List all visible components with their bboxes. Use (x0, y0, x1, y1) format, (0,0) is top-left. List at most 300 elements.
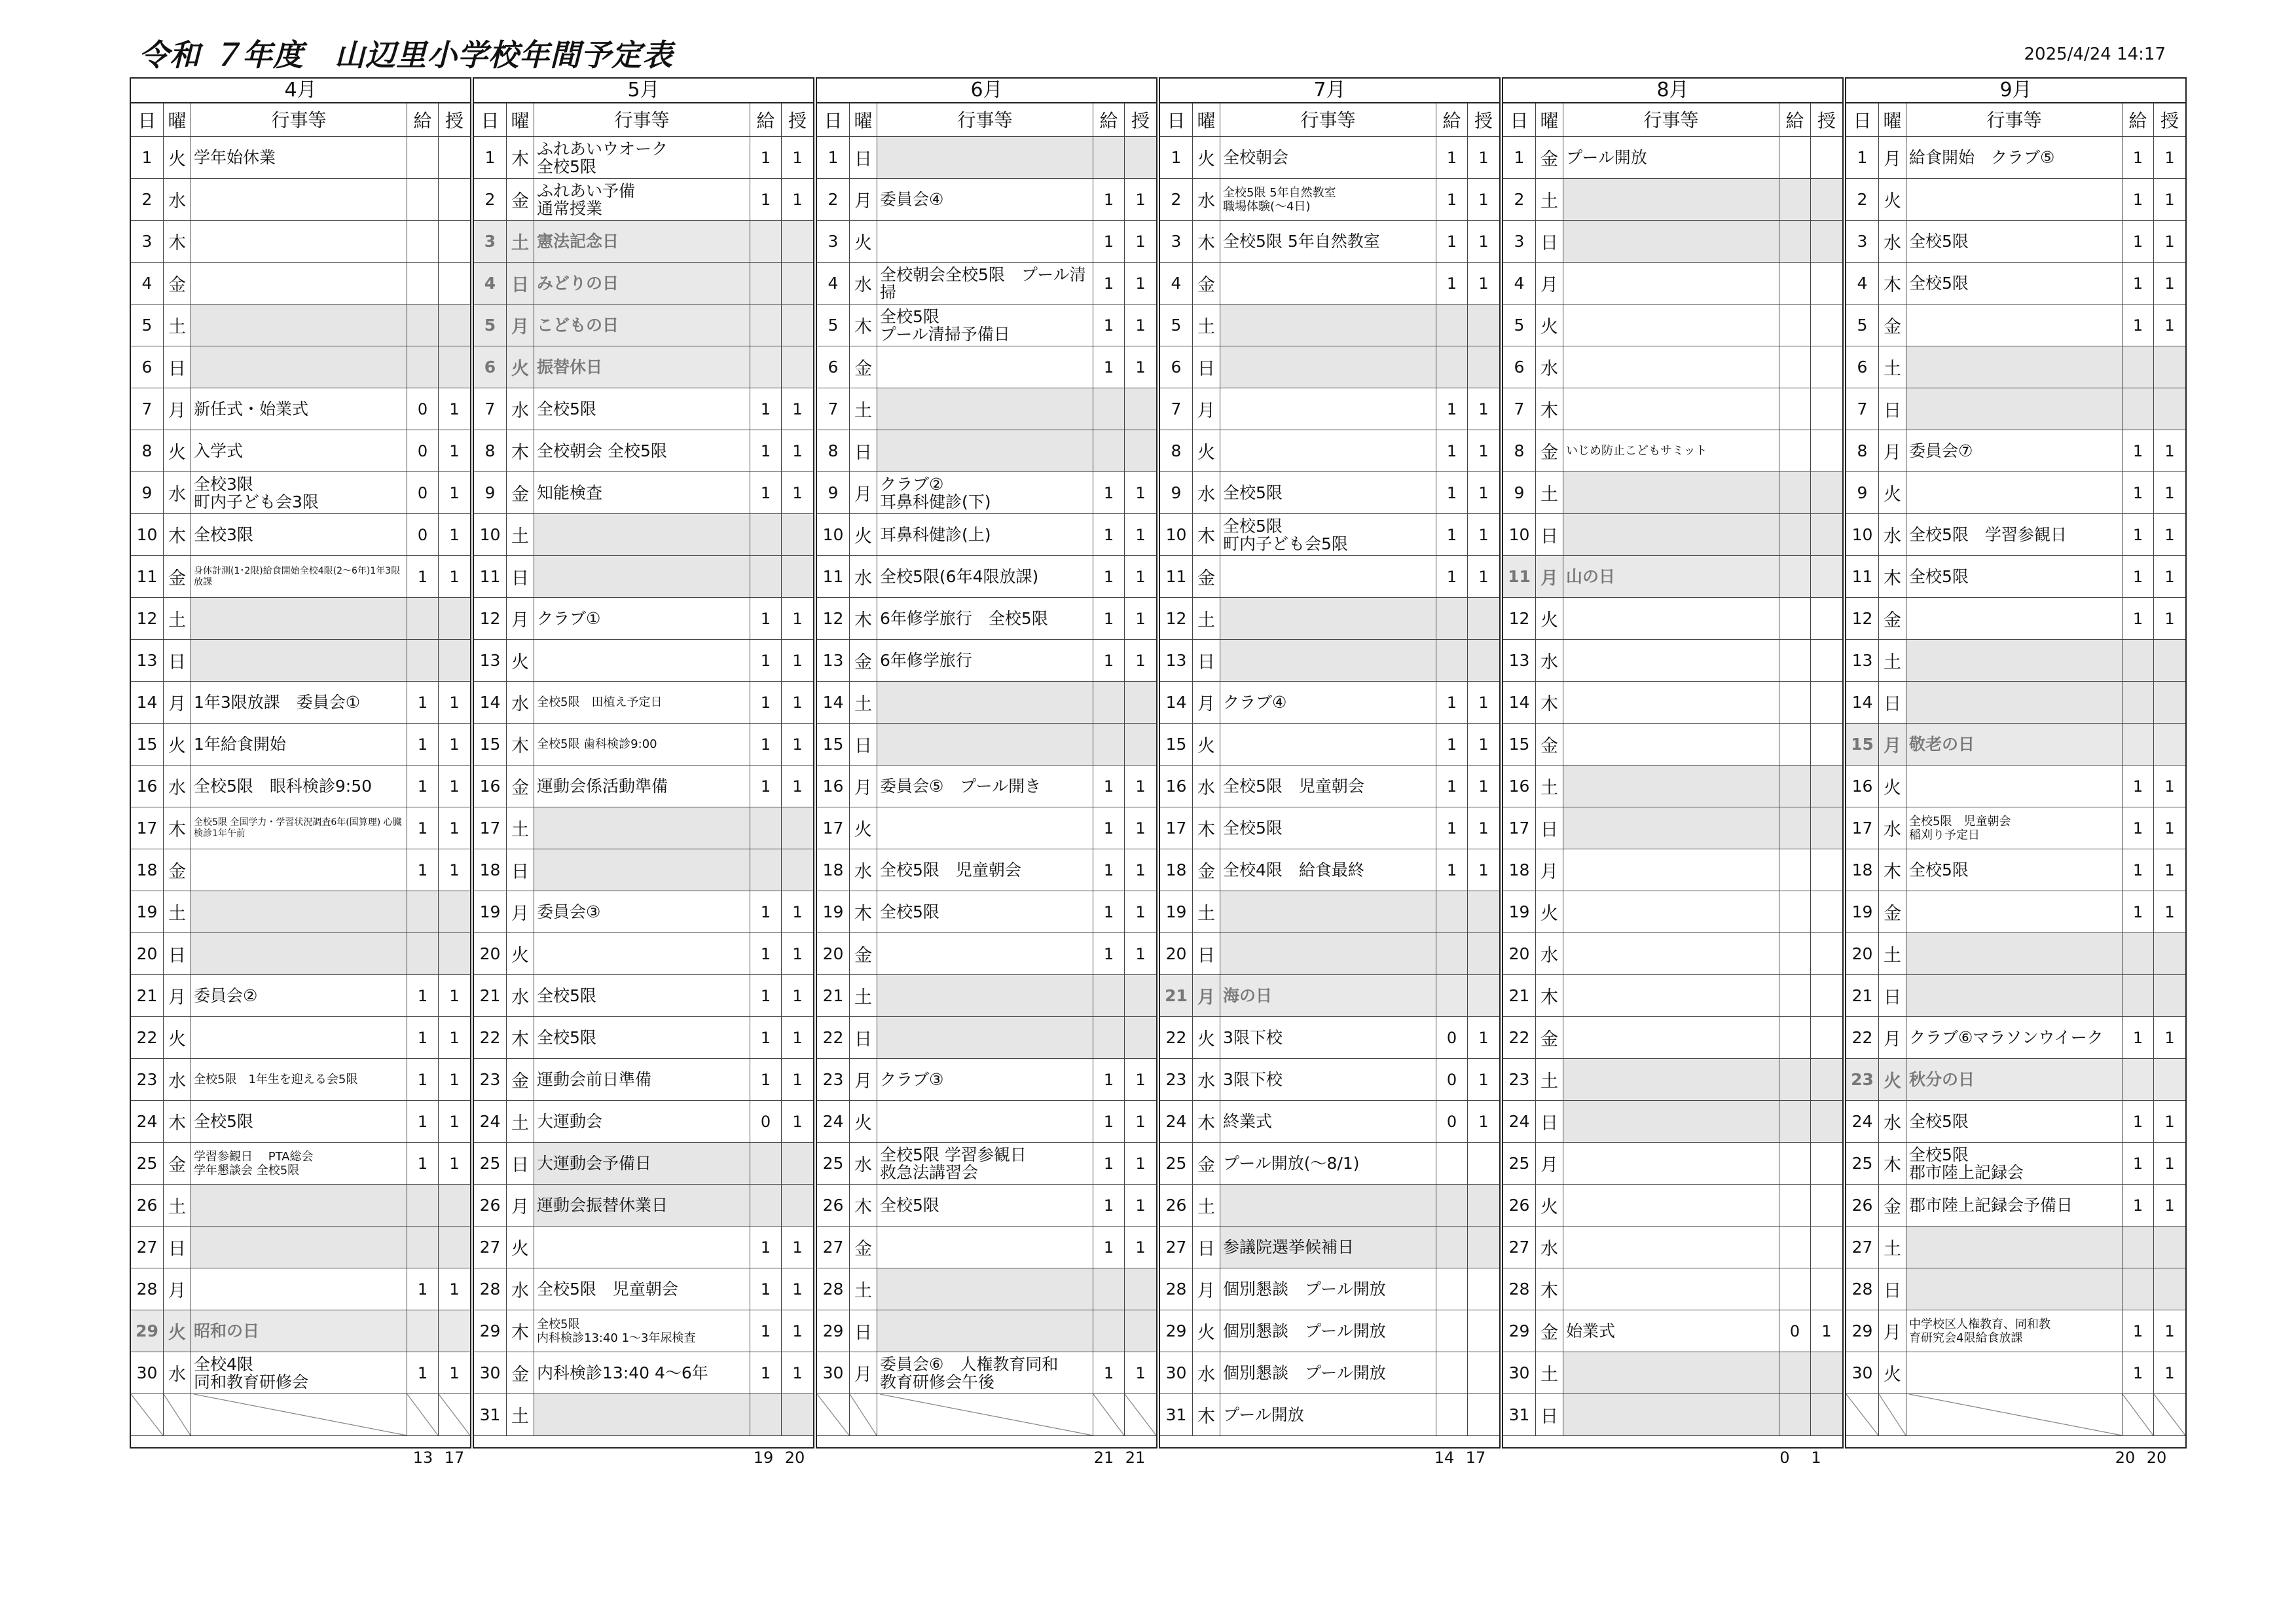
meal-cell (1436, 1310, 1468, 1352)
event-cell (1220, 807, 1436, 849)
meal-cell (1436, 472, 1468, 513)
table-row (474, 975, 813, 1017)
table-row (817, 724, 1156, 766)
event-cell (1220, 1310, 1436, 1352)
class-cell (2154, 472, 2185, 513)
event-cell-text: 全校5限 (1223, 483, 1283, 502)
day-cell (1503, 766, 1536, 807)
table-row (1846, 304, 2185, 346)
meal-cell (407, 1143, 439, 1184)
table-row (131, 1059, 470, 1101)
meal-cell-text: 1 (760, 609, 771, 628)
month-title: 9月 (1846, 79, 2185, 103)
day-cell (474, 1185, 507, 1226)
day-cell (1503, 179, 1536, 220)
weekday-cell-text: 土 (511, 1407, 529, 1427)
weekday-cell (1193, 1394, 1220, 1435)
event-cell-text: クラブ⑥マラソンウイーク (1909, 1028, 2104, 1047)
weekday-cell (850, 137, 877, 178)
day-cell (474, 849, 507, 891)
weekday-cell (1193, 514, 1220, 555)
class-cell (2154, 598, 2185, 639)
table-row (1160, 263, 1499, 304)
event-cell (191, 304, 407, 346)
event-cell (1220, 514, 1436, 555)
class-cell (439, 137, 470, 178)
day-cell-text: 30 (136, 1363, 158, 1382)
day-cell (1503, 975, 1536, 1016)
weekday-cell (1193, 1101, 1220, 1142)
event-cell (534, 1394, 750, 1435)
table-row (1846, 1227, 2185, 1268)
class-cell (2154, 1268, 2185, 1310)
day-cell-text: 22 (479, 1028, 501, 1047)
day-cell (474, 1017, 507, 1058)
weekday-cell (507, 556, 534, 597)
weekday-cell-text: 日 (1540, 1407, 1558, 1427)
weekday-cell (850, 221, 877, 262)
weekday-cell-text: 水 (1884, 1113, 1901, 1134)
class-header: 授 (2160, 110, 2179, 132)
weekday-cell (1193, 1185, 1220, 1226)
day-cell-text: 14 (1508, 693, 1530, 712)
day-cell (1160, 640, 1193, 681)
weekday-cell (1879, 933, 1906, 974)
weekday-cell (1879, 1185, 1906, 1226)
event-cell (1563, 933, 1779, 974)
meal-cell (750, 1017, 782, 1058)
table-row (131, 346, 470, 388)
class-header: 授 (1474, 110, 1493, 132)
event-header: 行事等 (1906, 103, 2123, 136)
class-cell-text: 1 (2164, 777, 2175, 796)
weekday-cell-text: 火 (168, 1323, 186, 1343)
class-cell (1468, 682, 1499, 723)
class-cell (782, 1310, 813, 1352)
weekday-cell (1879, 514, 1906, 555)
class-cell-text: 1 (1478, 819, 1489, 838)
column-header-row (817, 103, 1156, 137)
meal-cell-text: 1 (2132, 316, 2143, 335)
day-cell-text: 5 (484, 316, 496, 335)
event-cell (534, 891, 750, 932)
day-cell-text: 26 (136, 1196, 158, 1215)
month-title: 4月 (131, 79, 470, 103)
day-cell-text: 11 (136, 567, 158, 586)
day-cell (1503, 933, 1536, 974)
day-cell (1160, 598, 1193, 639)
table-row (1503, 556, 1842, 598)
weekday-cell-text: 月 (854, 1071, 872, 1092)
weekday-cell (1536, 598, 1563, 639)
day-cell-text: 12 (1851, 609, 1873, 628)
weekday-cell (850, 388, 877, 430)
table-row (1846, 179, 2185, 221)
table-row (1160, 766, 1499, 807)
class-cell (2154, 1310, 2185, 1352)
event-cell (534, 598, 750, 639)
weekday-cell (507, 137, 534, 178)
class-cell (1811, 137, 1842, 178)
meal-total: 21 (1093, 1449, 1114, 1467)
class-cell (1125, 137, 1156, 178)
table-row (474, 682, 813, 724)
day-cell (131, 891, 164, 932)
class-cell-text: 1 (449, 986, 460, 1005)
table-row (131, 1227, 470, 1268)
event-cell (534, 724, 750, 765)
table-row (1160, 849, 1499, 891)
event-cell (534, 263, 750, 304)
weekday-cell (507, 1101, 534, 1142)
weekday-cell (1879, 179, 1906, 220)
class-cell-text: 1 (792, 190, 803, 209)
meal-cell (1436, 137, 1468, 178)
weekday-cell (850, 807, 877, 849)
event-cell-text: 海の日 (1223, 986, 1273, 1005)
meal-cell (1779, 640, 1811, 681)
meal-cell-text: 1 (1446, 232, 1457, 251)
weekday-cell (1879, 1310, 1906, 1352)
day-cell-text: 13 (136, 651, 158, 670)
day-cell (1846, 1101, 1879, 1142)
class-cell-text: 1 (1135, 232, 1146, 251)
day-cell (1160, 1185, 1193, 1226)
weekday-cell-text: 金 (168, 862, 186, 882)
day-cell-text: 22 (822, 1028, 844, 1047)
meal-cell (1436, 807, 1468, 849)
table-row (1160, 388, 1499, 430)
day-cell-text: 3 (1857, 232, 1868, 251)
day-cell-text: 19 (1508, 902, 1530, 921)
day-cell-text: 10 (1851, 525, 1873, 544)
class-cell (439, 304, 470, 346)
meal-cell (1779, 388, 1811, 430)
meal-cell (407, 556, 439, 597)
class-cell (439, 472, 470, 513)
table-row (1846, 766, 2185, 807)
event-cell (877, 556, 1093, 597)
weekday-cell (164, 1268, 191, 1310)
class-cell (1468, 137, 1499, 178)
class-cell-text: 1 (1135, 609, 1146, 628)
event-cell-text: 全校5限 歯科検診9:00 (537, 737, 657, 751)
weekday-cell (507, 1059, 534, 1100)
table-row (1846, 682, 2185, 724)
meal-cell (1093, 849, 1125, 891)
day-cell-text: 7 (828, 399, 839, 418)
day-cell-text: 4 (828, 274, 839, 293)
weekday-cell (1536, 933, 1563, 974)
weekday-cell (507, 598, 534, 639)
weekday-cell-text: 木 (511, 1029, 529, 1050)
meal-cell-text: 1 (2132, 1112, 2143, 1131)
day-cell-text: 20 (1165, 944, 1187, 963)
event-cell-text: クラブ① (537, 609, 601, 628)
class-cell (2154, 1059, 2185, 1100)
table-row (1160, 1352, 1499, 1394)
table-row (474, 388, 813, 430)
class-cell-text: 1 (792, 944, 803, 963)
meal-cell-text: 1 (1103, 567, 1114, 586)
table-row (131, 891, 470, 933)
day-cell-text: 22 (1508, 1028, 1530, 1047)
weekday-cell-text: 火 (854, 526, 872, 547)
event-cell-text: 全校朝会全校5限 プール清掃 (880, 265, 1086, 302)
blank-slash (1879, 1394, 1906, 1435)
table-row (817, 430, 1156, 472)
weekday-cell (1879, 1352, 1906, 1393)
weekday-cell-text: 火 (168, 443, 186, 463)
weekday-cell-text: 木 (1540, 694, 1558, 714)
day-cell (474, 598, 507, 639)
class-cell (1811, 1059, 1842, 1100)
month-title: 6月 (817, 79, 1156, 103)
class-cell (782, 388, 813, 430)
weekday-cell (850, 304, 877, 346)
meal-cell (1093, 137, 1125, 178)
event-cell (534, 221, 750, 262)
weekday-cell-text: 金 (168, 275, 186, 295)
day-cell-text: 19 (479, 902, 501, 921)
event-cell (1906, 304, 2123, 346)
table-row (1160, 724, 1499, 766)
event-cell (1563, 137, 1779, 178)
table-row (131, 137, 470, 179)
class-cell (1811, 388, 1842, 430)
class-cell (1125, 514, 1156, 555)
day-cell (1160, 304, 1193, 346)
class-cell (782, 346, 813, 388)
weekday-cell-text: 水 (1884, 820, 1901, 840)
event-cell (1563, 346, 1779, 388)
event-cell-text: 1年給食開始 (194, 735, 286, 754)
weekday-cell-text: 土 (1884, 652, 1901, 673)
class-cell (439, 975, 470, 1016)
class-cell-text: 1 (2164, 316, 2175, 335)
meal-cell (2123, 933, 2154, 974)
day-cell (1846, 933, 1879, 974)
weekday-cell-text: 金 (511, 1365, 529, 1385)
class-cell-text: 1 (449, 441, 460, 460)
weekday-cell-text: 土 (168, 1197, 186, 1217)
weekday-cell-text: 月 (1197, 694, 1215, 714)
event-cell-text: クラブ③ (880, 1070, 944, 1089)
class-cell (2154, 975, 2185, 1016)
weekday-cell (1193, 137, 1220, 178)
class-cell (782, 1227, 813, 1268)
class-cell-text: 1 (1478, 777, 1489, 796)
day-cell (474, 556, 507, 597)
class-cell (2154, 766, 2185, 807)
meal-cell (1436, 1268, 1468, 1310)
class-cell-text: 1 (792, 1280, 803, 1299)
event-cell (877, 682, 1093, 723)
meal-cell (1093, 388, 1125, 430)
event-header: 行事等 (534, 103, 750, 136)
event-cell (534, 430, 750, 471)
weekday-cell (1879, 1268, 1906, 1310)
event-cell-text: 全校4限 同和教育研修会 (194, 1354, 309, 1392)
meal-cell (407, 1268, 439, 1310)
day-cell (1160, 430, 1193, 471)
class-cell (439, 640, 470, 681)
weekday-cell (164, 766, 191, 807)
weekday-cell-text: 金 (1884, 610, 1901, 631)
meal-cell (2123, 724, 2154, 765)
weekday-cell (507, 472, 534, 513)
day-cell (1160, 1227, 1193, 1268)
day-cell-text: 4 (1514, 274, 1525, 293)
weekday-cell-text: 火 (1884, 778, 1901, 798)
weekday-cell (1536, 472, 1563, 513)
day-cell-text: 1 (484, 148, 496, 167)
day-cell-text: 14 (1165, 693, 1187, 712)
meal-cell (407, 598, 439, 639)
weekday-cell-text: 月 (854, 191, 872, 212)
day-cell-text: 28 (136, 1280, 158, 1299)
weekday-cell-text: 日 (1197, 1239, 1215, 1259)
event-cell (191, 221, 407, 262)
weekday-cell-text: 月 (854, 485, 872, 505)
meal-cell-text: 1 (1103, 609, 1114, 628)
event-cell (191, 263, 407, 304)
table-row (1160, 640, 1499, 682)
table-row (1846, 263, 2185, 304)
weekday-cell-text: 水 (511, 401, 529, 421)
day-cell-text: 20 (822, 944, 844, 963)
table-row (1160, 807, 1499, 849)
weekday-cell-text: 木 (1884, 275, 1901, 295)
meal-cell (2123, 514, 2154, 555)
meal-header: 給 (1436, 103, 1468, 136)
day-cell-text: 2 (484, 190, 496, 209)
event-cell (1906, 807, 2123, 849)
weekday-cell (850, 1394, 877, 1435)
day-cell (1503, 891, 1536, 932)
event-cell (191, 1394, 407, 1435)
weekday-cell (1879, 891, 1906, 932)
weekday-cell-text: 木 (1540, 987, 1558, 1008)
event-cell (877, 1394, 1093, 1435)
class-cell (1811, 682, 1842, 723)
meal-cell-text: 0 (417, 441, 428, 460)
weekday-cell-text: 火 (1540, 317, 1558, 337)
weekday-cell-text: 日 (168, 652, 186, 673)
day-cell (1160, 849, 1193, 891)
table-row (817, 346, 1156, 388)
event-cell (191, 640, 407, 681)
meal-cell (750, 304, 782, 346)
table-row (1503, 1310, 1842, 1352)
class-cell (782, 933, 813, 974)
weekday-cell (850, 640, 877, 681)
weekday-cell (850, 179, 877, 220)
table-row (817, 807, 1156, 849)
event-cell (1906, 724, 2123, 765)
meal-cell-text: 1 (2132, 609, 2143, 628)
day-cell-text: 26 (479, 1196, 501, 1215)
weekday-cell (1536, 766, 1563, 807)
table-row (1846, 1143, 2185, 1185)
event-cell-text: 始業式 (1566, 1321, 1616, 1340)
event-cell-text: クラブ④ (1223, 693, 1287, 712)
table-row (474, 766, 813, 807)
day-cell-text: 25 (1165, 1154, 1187, 1173)
event-cell (1220, 346, 1436, 388)
event-cell (1563, 179, 1779, 220)
weekday-cell-text: 土 (168, 610, 186, 631)
meal-cell-text: 1 (2132, 1154, 2143, 1173)
event-cell-text: 全校5限 (1909, 567, 1969, 586)
day-cell (474, 891, 507, 932)
day-cell (1846, 807, 1879, 849)
class-cell (1811, 1101, 1842, 1142)
meal-cell-text: 1 (417, 1363, 428, 1382)
meal-header: 給 (2123, 103, 2154, 136)
meal-cell-text: 1 (417, 819, 428, 838)
day-cell-text: 9 (141, 483, 153, 502)
day-cell (1846, 388, 1879, 430)
event-cell (877, 975, 1093, 1016)
weekday-cell (1536, 1143, 1563, 1184)
day-cell (1160, 472, 1193, 513)
weekday-cell (1193, 1227, 1220, 1268)
table-row (131, 304, 470, 346)
meal-cell (1093, 1101, 1125, 1142)
weekday-cell (1193, 1310, 1220, 1352)
day-cell-text: 27 (479, 1238, 501, 1257)
event-cell (1906, 1101, 2123, 1142)
weekday-cell (507, 891, 534, 932)
meal-cell (407, 304, 439, 346)
weekday-cell-text: 土 (1540, 1365, 1558, 1385)
weekday-cell (1536, 891, 1563, 932)
meal-cell (1779, 137, 1811, 178)
meal-cell (2123, 1227, 2154, 1268)
event-cell-text: 全校5限 学習参観日 救急法講習会 (880, 1145, 1027, 1182)
day-cell (1846, 1268, 1879, 1310)
event-cell-text: 学習参観日 PTA総会 学年懇談会 全校5限 (194, 1149, 314, 1177)
table-row (1503, 849, 1842, 891)
class-cell-text: 1 (2164, 190, 2175, 209)
weekday-cell (1193, 472, 1220, 513)
day-cell (1503, 1394, 1536, 1435)
event-cell (1563, 598, 1779, 639)
day-cell-text: 17 (1508, 819, 1530, 838)
day-cell-text: 19 (1851, 902, 1873, 921)
meal-cell (750, 975, 782, 1016)
day-cell-text: 12 (1165, 609, 1187, 628)
table-row (1846, 1101, 2185, 1143)
day-cell-text: 1 (1857, 148, 1868, 167)
meal-cell (2123, 221, 2154, 262)
event-cell (1563, 1310, 1779, 1352)
weekday-cell-text: 木 (854, 317, 872, 337)
weekday-cell-text: 月 (854, 1365, 872, 1385)
day-cell (1503, 1227, 1536, 1268)
meal-cell-text: 1 (1446, 483, 1457, 502)
meal-cell (2123, 598, 2154, 639)
day-cell (817, 640, 850, 681)
table-row (1503, 1185, 1842, 1227)
day-cell (1160, 346, 1193, 388)
weekday-cell-text: 金 (854, 1239, 872, 1259)
weekday-cell-text: 月 (854, 778, 872, 798)
event-cell (1220, 137, 1436, 178)
class-cell (1811, 933, 1842, 974)
class-cell (2154, 1143, 2185, 1184)
